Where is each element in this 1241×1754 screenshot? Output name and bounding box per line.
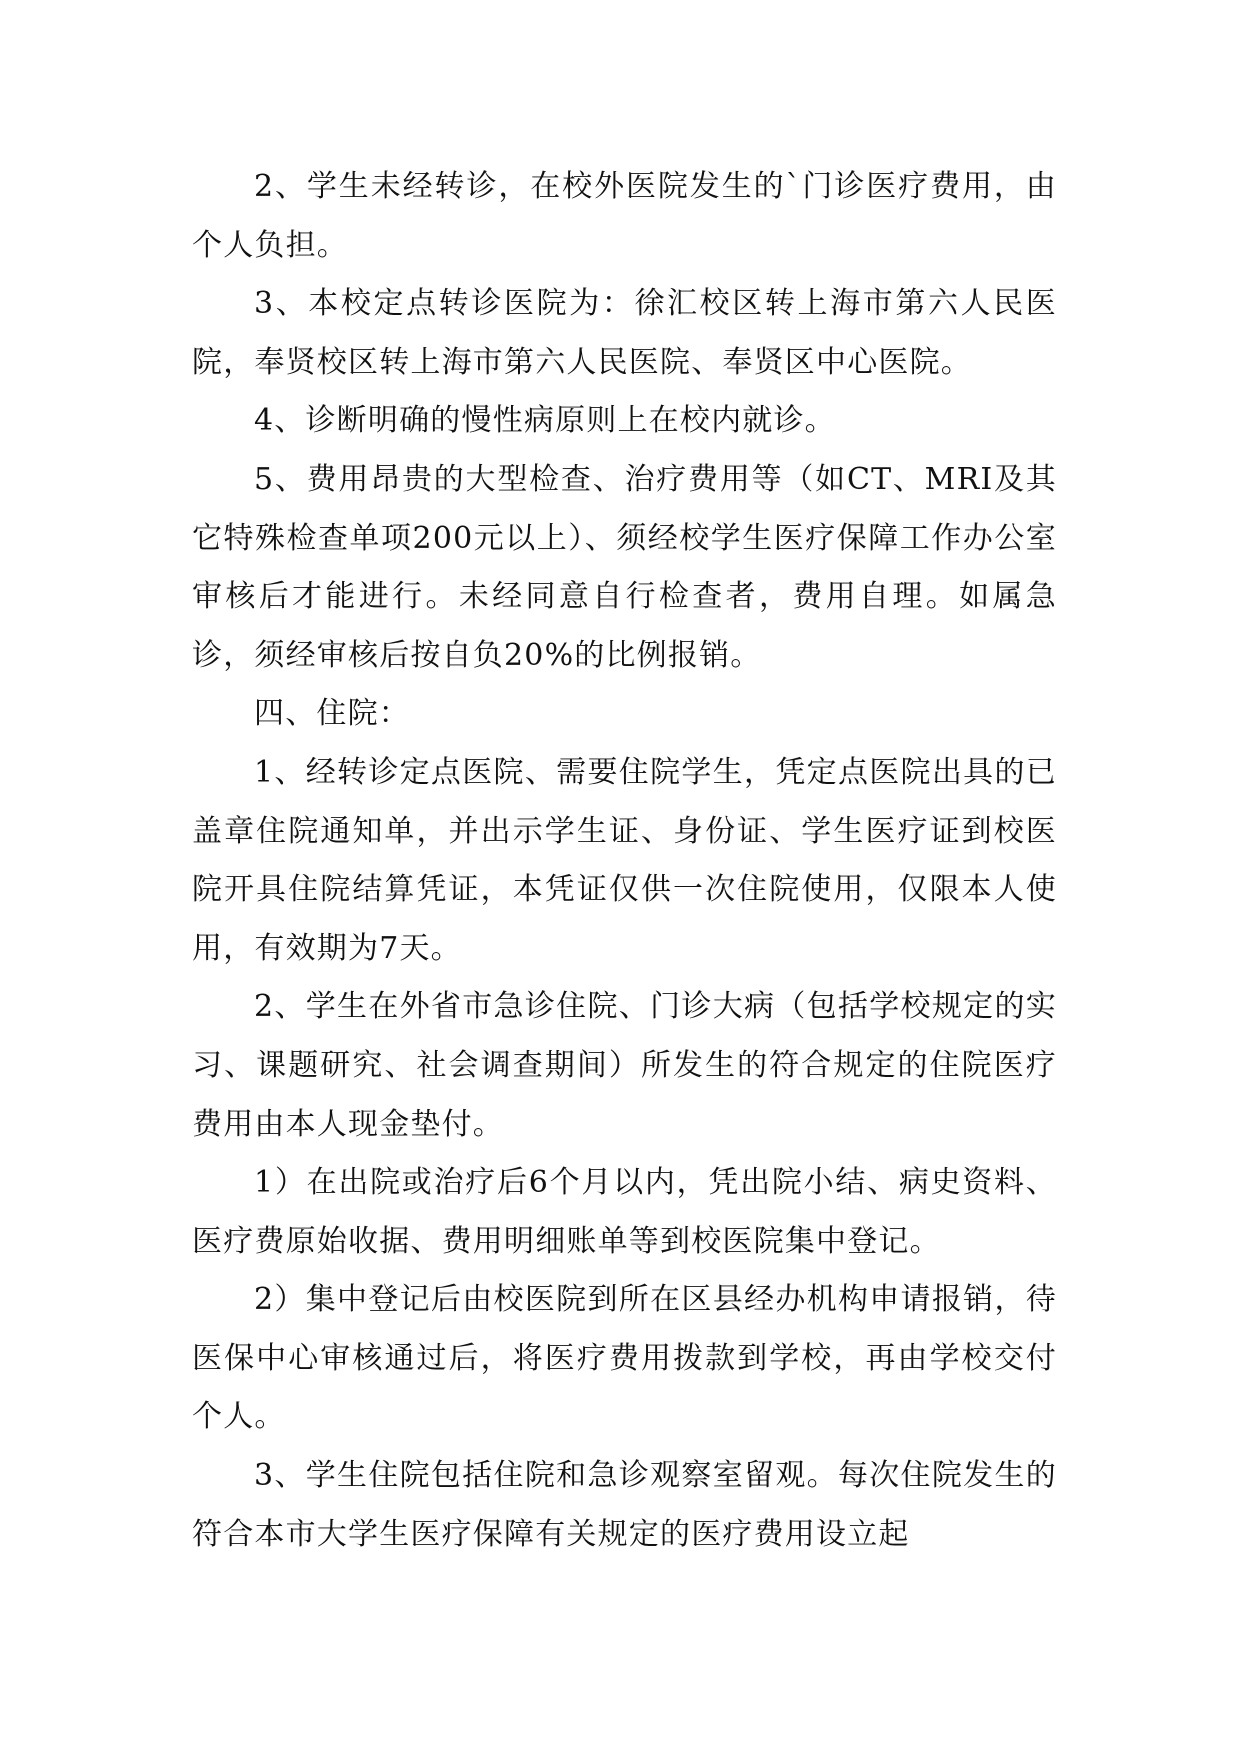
paragraph-out-of-province: 2、学生在外省市急诊住院、门诊大病（包括学校规定的实习、课题研究、社会调查期间）所发生的符合规定的住院医疗费用由本人现金垫付。 bbox=[192, 989, 1057, 1142]
paragraph-inpatient-scope: 3、学生住院包括住院和急诊观察室留观。每次住院发生的符合本市大学生医疗保障有关规定的医疗费用设立起 bbox=[192, 1458, 1057, 1552]
paragraph-registration: 1）在出院或治疗后6个月以内，凭出院小结、病史资料、医疗费原始收据、费用明细账单等到校医院集中登记。 bbox=[192, 1165, 1057, 1259]
paragraph-reimbursement: 2）集中登记后由校医院到所在区县经办机构申请报销，待医保中心审核通过后，将医疗费用拨款到学校，再由学校交付个人。 bbox=[192, 1282, 1057, 1435]
paragraph-outpatient-unreferred: 2、学生未经转诊，在校外医院发生的`门诊医疗费用，由个人负担。 bbox=[192, 169, 1057, 263]
paragraph-chronic-disease: 4、诊断明确的慢性病原则上在校内就诊。 bbox=[254, 403, 836, 439]
paragraph-admission-procedure: 1、经转诊定点医院、需要住院学生，凭定点医院出具的已盖章住院通知单，并出示学生证、身份证、学生医疗证到校医院开具住院结算凭证，本凭证仅供一次住院使用，仅限本人使用，有效期为7天。 bbox=[192, 754, 1057, 966]
paragraph-expensive-exams: 5、费用昂贵的大型检查、治疗费用等（如CT、MRI及其它特殊检查单项200元以上）、须经校学生医疗保障工作办公室审核后才能进行。未经同意自行检查者，费用自理。如属急诊，须经审核后按自负20%的比例报销。 bbox=[192, 461, 1057, 673]
section-heading-hospitalization: 四、住院： bbox=[254, 696, 410, 732]
paragraph-referral-hospitals: 3、本校定点转诊医院为：徐汇校区转上海市第六人民医院，奉贤校区转上海市第六人民医院、奉贤区中心医院。 bbox=[192, 286, 1057, 380]
document-body bbox=[192, 158, 1057, 1564]
